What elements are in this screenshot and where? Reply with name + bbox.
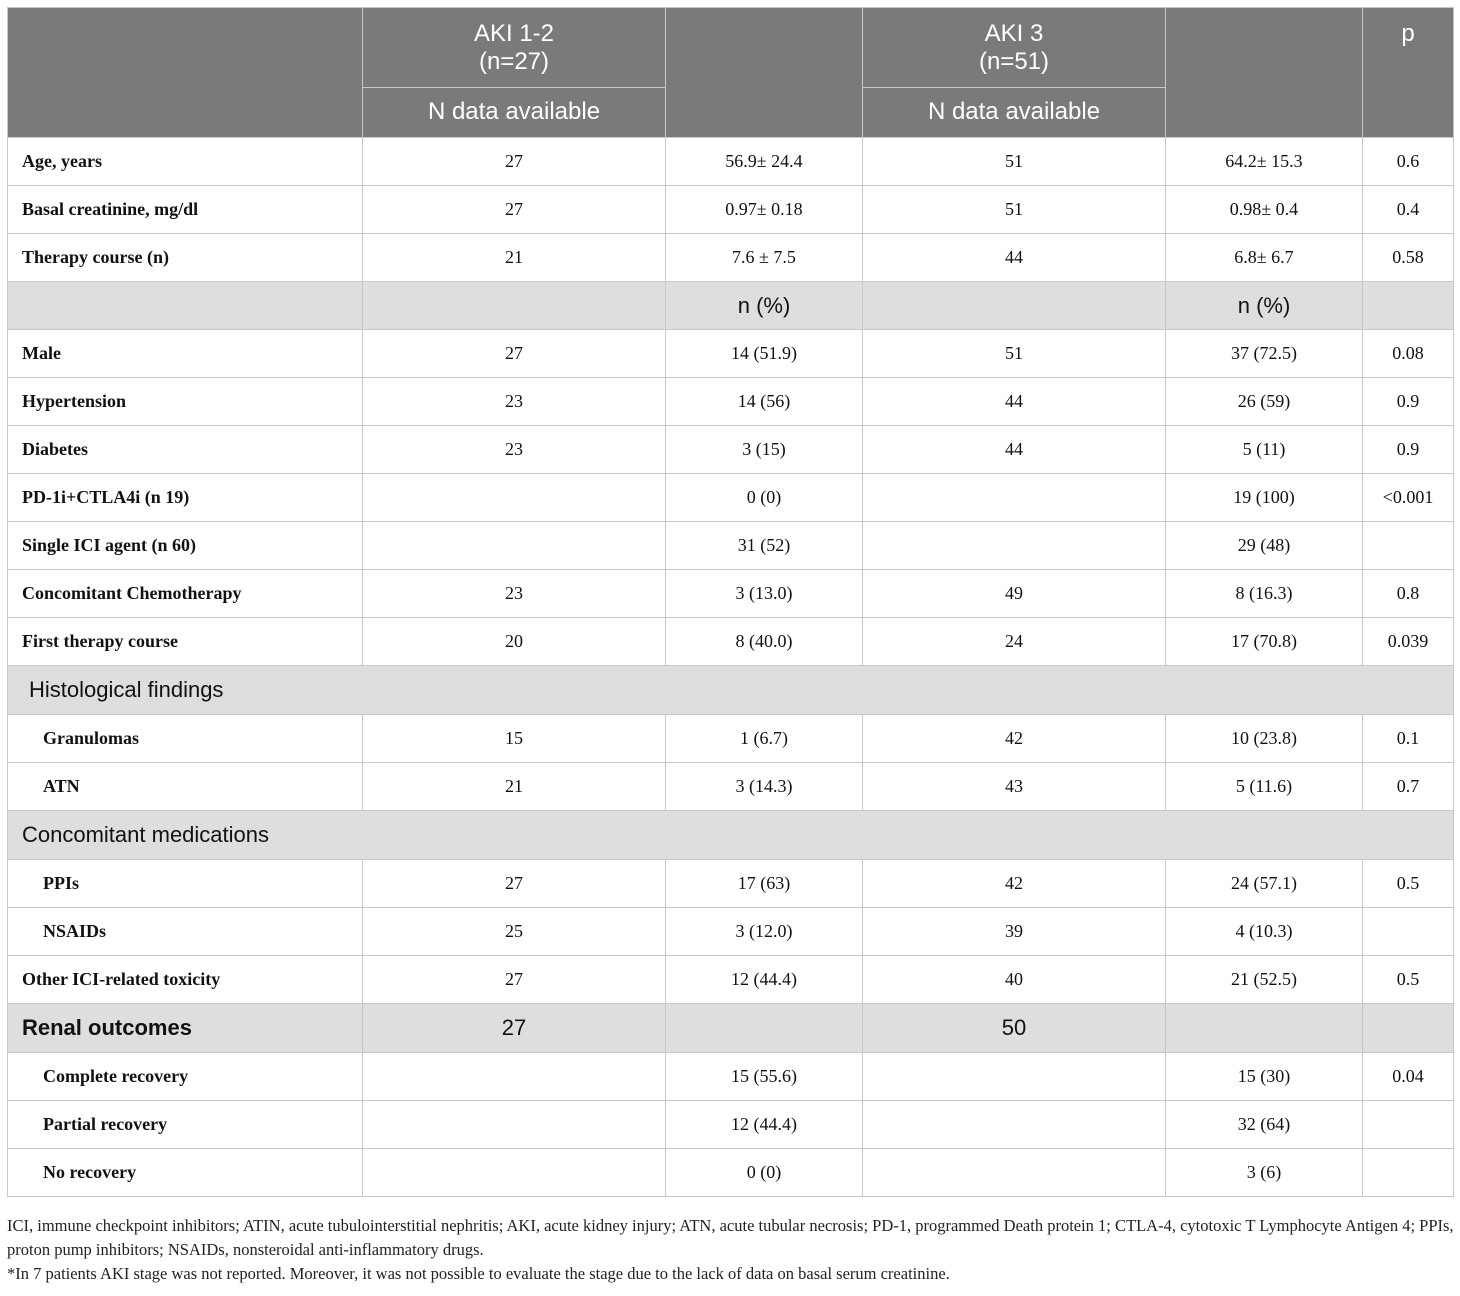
table-row: Complete recovery 15 (55.6) 15 (30) 0.04	[8, 1053, 1454, 1101]
header-group1: AKI 1-2 (n=27)	[363, 8, 666, 88]
header-group2: AKI 3 (n=51)	[863, 8, 1166, 88]
table-row: Concomitant Chemotherapy 23 3 (13.0) 49 8 (16.3) 0.8	[8, 570, 1454, 618]
section-title: Histological findings	[8, 666, 1454, 715]
units-label-group1: n (%)	[666, 282, 863, 330]
header-blank-cell	[8, 8, 363, 138]
renal-n-group2: 50	[863, 1004, 1166, 1053]
table-row: NSAIDs 25 3 (12.0) 39 4 (10.3)	[8, 908, 1454, 956]
section-histological-findings	[8, 666, 1454, 715]
table-row: Basal creatinine, mg/dl 27 0.97± 0.18 51 0.98± 0.4 0.4	[8, 186, 1454, 234]
table-row: Granulomas 15 1 (6.7) 42 10 (23.8) 0.1	[8, 715, 1454, 763]
table-row: ATN 21 3 (14.3) 43 5 (11.6) 0.7	[8, 763, 1454, 811]
table-row: PPIs 27 17 (63) 42 24 (57.1) 0.5	[8, 860, 1454, 908]
table-footnotes	[7, 1214, 1457, 1286]
header-group2-values	[1166, 8, 1363, 138]
results-table	[7, 7, 1454, 1197]
table-row: Partial recovery 12 (44.4) 32 (64)	[8, 1101, 1454, 1149]
header-group1-n-available: N data available	[363, 88, 666, 138]
table-row: PD-1i+CTLA4i (n 19) 0 (0) 19 (100) <0.001	[8, 474, 1454, 522]
section-title: Concomitant medications	[8, 811, 1454, 860]
header-group1-values	[666, 8, 863, 138]
units-band-row	[8, 282, 1454, 330]
table-row: Other ICI-related toxicity 27 12 (44.4) 40 21 (52.5) 0.5	[8, 956, 1454, 1004]
header-p-value: p	[1363, 8, 1454, 138]
asterisk-note: *In 7 patients AKI stage was not reported. Moreover, it was not possible to evaluate the stage due to the lack of data on basal serum creatinine.	[7, 1264, 950, 1283]
table-row: Age, years 27 56.9± 24.4 51 64.2± 15.3 0.6	[8, 138, 1454, 186]
section-concomitant-medications	[8, 811, 1454, 860]
section-renal-outcomes	[8, 1004, 1454, 1053]
renal-n-group1: 27	[363, 1004, 666, 1053]
table-row: Hypertension 23 14 (56) 44 26 (59) 0.9	[8, 378, 1454, 426]
section-title: Renal outcomes	[8, 1004, 363, 1053]
table-row: Single ICI agent (n 60) 31 (52) 29 (48)	[8, 522, 1454, 570]
table-row: Therapy course (n) 21 7.6 ± 7.5 44 6.8± 6.7 0.58	[8, 234, 1454, 282]
table-row: Diabetes 23 3 (15) 44 5 (11) 0.9	[8, 426, 1454, 474]
abbreviations-note: ICI, immune checkpoint inhibitors; ATIN, acute tubulointerstitial nephritis; AKI, acute kidney injury; ATN, acute tubular necrosis; PD-1, programmed Death protein 1; CTLA-4, cytotoxic T Lymphocyte Antigen 4; PPIs, proton pump inhibitors; NSAIDs, nonsteroidal anti-inflammatory drugs.	[7, 1216, 1454, 1259]
units-label-group2: n (%)	[1166, 282, 1363, 330]
table-row: No recovery 0 (0) 3 (6)	[8, 1149, 1454, 1197]
table-row: Male 27 14 (51.9) 51 37 (72.5) 0.08	[8, 330, 1454, 378]
header-group2-n-available: N data available	[863, 88, 1166, 138]
table-row: First therapy course 20 8 (40.0) 24 17 (70.8) 0.039	[8, 618, 1454, 666]
